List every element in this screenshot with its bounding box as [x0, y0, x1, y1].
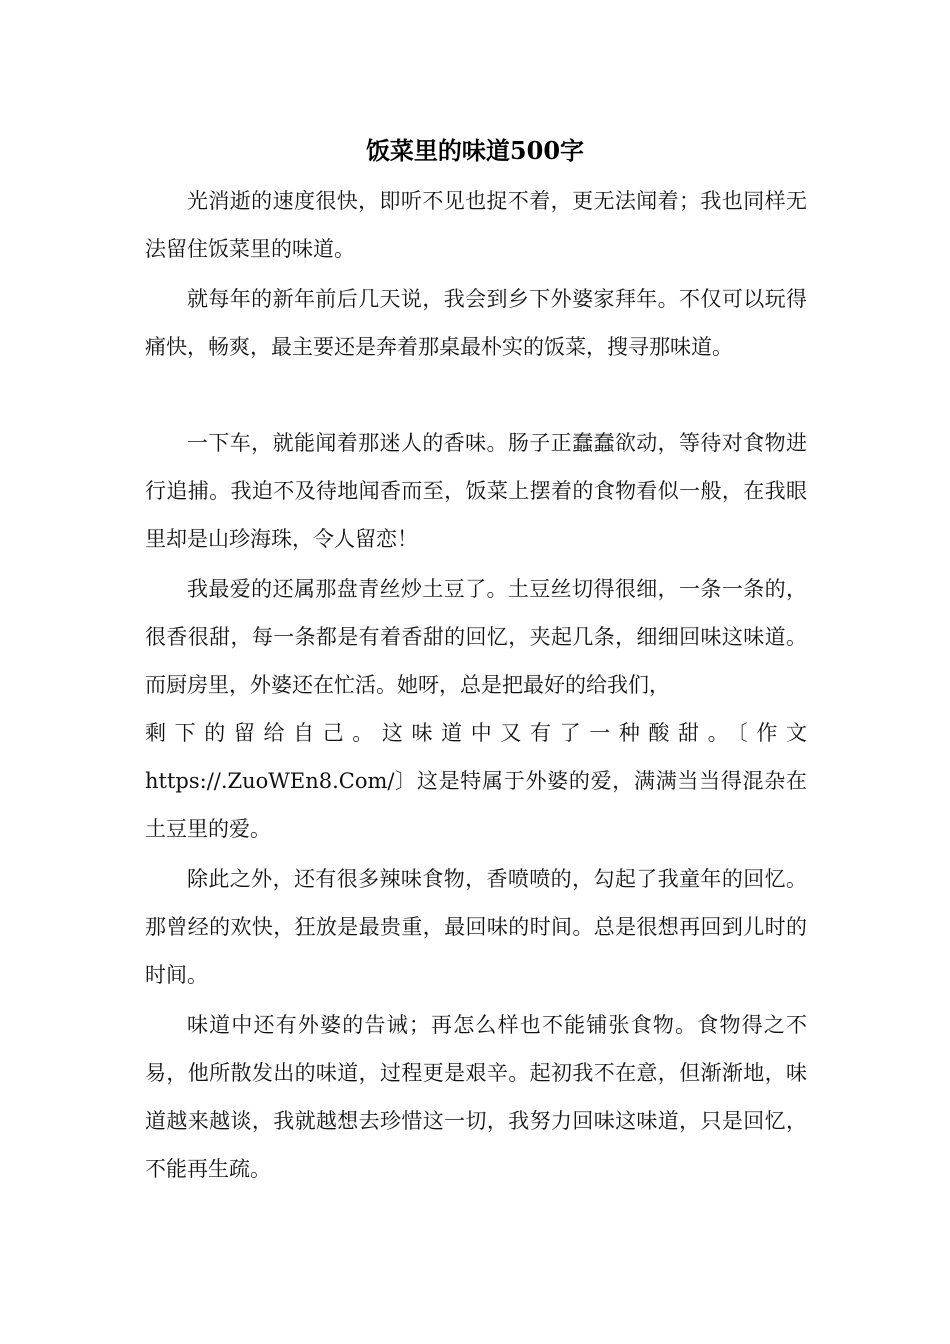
paragraph-6: 味道中还有外婆的告诫；再怎么样也不能铺张食物。食物得之不易，他所散发出的味道，过程更是艰辛。起初我不在意，但渐渐地，味道越来越谈，我就越想去珍惜这一切，我努力回味这味道，只是回忆，不能再生疏。 — [145, 1013, 807, 1181]
paragraph-4-link-line: https://.ZuoWEn8.Com/〕这是特属于外婆的爱，满满当当得混杂在土豆里的爱。 — [145, 769, 807, 841]
paragraph-5: 除此之外，还有很多辣味食物，香喷喷的，勾起了我童年的回忆。那曾经的欢快，狂放是最贵重，最回味的时间。总是很想再回到儿时的时间。 — [145, 867, 807, 987]
paragraph-2: 就每年的新年前后几天说，我会到乡下外婆家拜年。不仅可以玩得痛快，畅爽，最主要还是奔着那桌最朴实的饭菜，搜寻那味道。 — [145, 287, 807, 359]
paragraph-4: 我最爱的还属那盘青丝炒土豆了。土豆丝切得很细，一条一条的，很香很甜，每一条都是有着香甜的回忆，夹起几条，细细回味这味道。而厨房里，外婆还在忙活。她呀，总是把最好的给我们， — [145, 577, 807, 697]
paragraph-gap — [145, 373, 807, 419]
paragraph-4-continued: 剩下的留给自己。这味道中又有了一种酸甜。〔作文 — [145, 721, 807, 745]
paragraph-3: 一下车，就能闻着那迷人的香味。肠子正蠢蠢欲动，等待对食物进行追捕。我迫不及待地闻香而至，饭菜上摆着的食物看似一般，在我眼里却是山珍海珠，令人留恋！ — [145, 431, 807, 551]
document-body — [145, 177, 807, 1193]
document-title: 饭菜里的味道500字 — [365, 136, 585, 165]
paragraph-1: 光消逝的速度很快，即听不见也捉不着，更无法闻着；我也同样无法留住饭菜里的味道。 — [145, 189, 807, 261]
